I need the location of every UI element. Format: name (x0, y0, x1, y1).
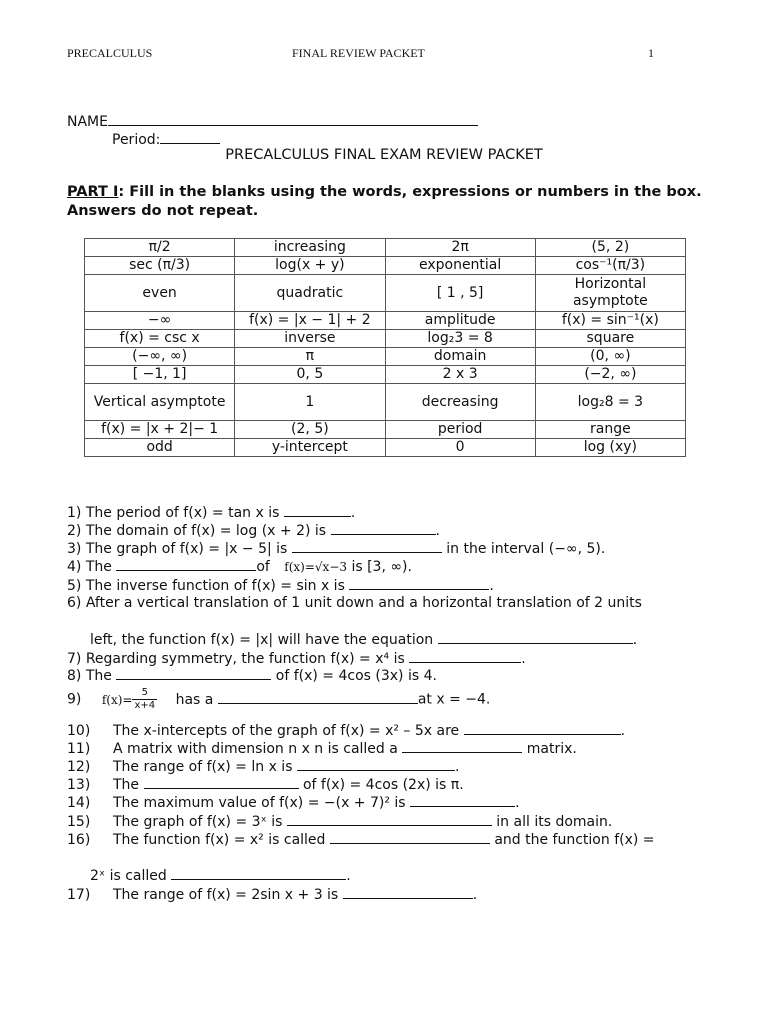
question-7 (67, 650, 526, 667)
word-box-cell: range (535, 421, 685, 439)
word-box-cell: decreasing (385, 384, 535, 421)
word-box-cell: domain (385, 348, 535, 366)
answer-blank[interactable] (171, 867, 346, 880)
question-text: The x-intercepts of the graph of f(x) = x² – 5x are (113, 723, 464, 739)
word-box-cell: log (xy) (535, 439, 685, 457)
period-blank[interactable] (160, 130, 220, 144)
question-text: The period of f(x) = tan x is (85, 505, 284, 521)
word-box-cell: π/2 (85, 239, 235, 257)
question-text: . (521, 651, 526, 667)
word-box-cell: (5, 2) (535, 239, 685, 257)
question-number: 12) (67, 759, 91, 775)
question-text: The (85, 559, 117, 575)
word-box-cell: exponential (385, 257, 535, 275)
question-text: The (85, 668, 117, 684)
answer-blank[interactable] (144, 776, 299, 789)
question-text: The (113, 777, 144, 793)
function-expression: f(x)=√x−3 (284, 560, 348, 574)
word-box-row (85, 312, 686, 330)
answer-blank[interactable] (218, 691, 418, 704)
word-box-cell: log₂3 = 8 (385, 330, 535, 348)
question-text: is [3, ∞). (347, 559, 412, 575)
part1-label: PART I (67, 184, 119, 200)
word-box-cell: Horizontal asymptote (535, 275, 685, 312)
question-number: 1) (67, 505, 82, 521)
header-packet-title: FINAL REVIEW PACKET (292, 46, 425, 60)
question-text: 2ˣ is called (90, 868, 172, 884)
word-box-cell: f(x) = sin⁻¹(x) (535, 312, 685, 330)
header-course: PRECALCULUS (67, 46, 153, 60)
answer-blank[interactable] (287, 813, 492, 826)
word-box-cell: (−2, ∞) (535, 366, 685, 384)
name-field[interactable] (67, 112, 478, 130)
word-box-row (85, 384, 686, 421)
question-number: 8) (67, 668, 82, 684)
question-13 (67, 776, 464, 793)
question-text: After a vertical translation of 1 unit down and a horizontal translation of 2 units (85, 595, 642, 611)
word-box-cell: cos⁻¹(π/3) (535, 257, 685, 275)
word-box-cell: (0, ∞) (535, 348, 685, 366)
question-text: . (632, 632, 638, 648)
period-field[interactable] (112, 130, 220, 148)
page-title: PRECALCULUS FINAL EXAM REVIEW PACKET (225, 147, 543, 163)
answer-blank[interactable] (284, 504, 351, 517)
question-number: 14) (67, 795, 91, 811)
word-box-cell: f(x) = csc x (85, 330, 235, 348)
question-number: 2) (67, 523, 82, 539)
answer-blank[interactable] (464, 722, 621, 735)
word-box-row (85, 275, 686, 312)
word-box-cell: 2 x 3 (385, 366, 535, 384)
word-box-table (84, 238, 686, 457)
question-5 (67, 577, 494, 594)
question-10 (67, 722, 625, 739)
question-text: of (256, 559, 270, 575)
question-text: The maximum value of f(x) = −(x + 7)² is (113, 795, 411, 811)
question-6-continued (90, 631, 637, 648)
answer-blank[interactable] (330, 831, 490, 844)
question-text: at x = −4. (417, 691, 491, 708)
question-number: 9) (67, 691, 82, 708)
question-number: 5) (67, 578, 82, 594)
question-number: 11) (67, 741, 91, 757)
question-text: . (346, 868, 351, 884)
word-box-cell: amplitude (385, 312, 535, 330)
question-16 (67, 831, 655, 848)
question-number: 10) (67, 723, 91, 739)
word-box-row (85, 421, 686, 439)
question-15 (67, 813, 612, 830)
question-text: The inverse function of f(x) = sin x is (85, 578, 350, 594)
question-text: . (454, 759, 460, 775)
word-box-cell: sec (π/3) (85, 257, 235, 275)
question-number: 7) (67, 651, 82, 667)
fraction (132, 687, 157, 712)
name-label: NAME (67, 114, 108, 130)
question-6 (67, 595, 642, 611)
question-8 (67, 667, 437, 684)
question-text: . (620, 723, 626, 739)
word-box-cell: 2π (385, 239, 535, 257)
header-page-number: 1 (648, 46, 654, 60)
question-text: . (435, 523, 440, 539)
question-text: . (515, 795, 520, 811)
word-box-cell: inverse (235, 330, 385, 348)
question-number: 4) (67, 559, 82, 575)
word-box-cell: (2, 5) (235, 421, 385, 439)
fraction-denominator: x+4 (134, 700, 156, 711)
question-number: 6) (67, 595, 82, 611)
question-number: 13) (67, 777, 91, 793)
word-box-row (85, 330, 686, 348)
answer-blank[interactable] (292, 540, 442, 553)
question-number: 16) (67, 832, 91, 848)
word-box-cell: period (385, 421, 535, 439)
word-box-cell: π (235, 348, 385, 366)
question-text: The domain of f(x) = log (x + 2) is (85, 523, 331, 539)
question-text: has a (175, 691, 218, 708)
fraction-numerator: 5 (132, 687, 157, 700)
period-label: Period: (112, 132, 161, 148)
word-box-cell: odd (85, 439, 235, 457)
question-12 (67, 758, 459, 775)
word-box-cell: square (535, 330, 685, 348)
question-text: The range of f(x) = ln x is (113, 759, 297, 775)
question-number: 3) (67, 541, 82, 557)
answer-blank[interactable] (343, 886, 473, 899)
word-box-cell: y-intercept (235, 439, 385, 457)
question-text: matrix. (522, 741, 577, 757)
question-text: Regarding symmetry, the function f(x) = x⁴ is (85, 651, 410, 667)
word-box-cell: −∞ (85, 312, 235, 330)
part1-instructions (67, 183, 707, 221)
answer-blank[interactable] (402, 740, 522, 753)
word-box-cell: f(x) = |x + 2|− 1 (85, 421, 235, 439)
word-box-cell: 1 (235, 384, 385, 421)
answer-blank[interactable] (349, 577, 489, 590)
question-4 (67, 558, 412, 575)
answer-blank[interactable] (116, 667, 271, 680)
question-text: The function f(x) = x² is called (113, 832, 330, 848)
question-text: in all its domain. (491, 814, 613, 830)
word-box-cell: f(x) = |x − 1| + 2 (235, 312, 385, 330)
question-text: The range of f(x) = 2sin x + 3 is (113, 887, 343, 903)
question-17 (67, 886, 477, 903)
question-text: of f(x) = 4cos (2x) is π. (298, 777, 464, 793)
answer-blank[interactable] (116, 558, 256, 571)
question-11 (67, 740, 577, 757)
answer-blank[interactable] (331, 522, 436, 535)
question-2 (67, 522, 440, 539)
question-text: . (350, 505, 356, 521)
question-text: and the function f(x) = (489, 832, 655, 848)
question-9 (67, 687, 490, 712)
question-text: in the interval (−∞, 5). (441, 541, 606, 557)
answer-blank[interactable] (409, 650, 521, 663)
word-box-cell: even (85, 275, 235, 312)
word-box-cell: log(x + y) (235, 257, 385, 275)
word-box-cell: 0 (385, 439, 535, 457)
answer-blank[interactable] (297, 758, 455, 771)
question-16-continued (90, 867, 351, 884)
question-text: . (489, 578, 494, 594)
word-box-cell: [ −1, 1] (85, 366, 235, 384)
word-box-row (85, 239, 686, 257)
word-box-cell: [ 1 , 5] (385, 275, 535, 312)
word-box-row (85, 348, 686, 366)
word-box-row (85, 366, 686, 384)
part1-text: : Fill in the blanks using the words, expressions or numbers in the box. Answers do not repeat. (67, 184, 702, 219)
word-box-cell: quadratic (235, 275, 385, 312)
question-1 (67, 504, 355, 521)
question-text: A matrix with dimension n x n is called a (113, 741, 403, 757)
question-3 (67, 540, 605, 557)
name-blank[interactable] (108, 112, 478, 126)
word-box-row (85, 257, 686, 275)
question-number: 15) (67, 814, 91, 830)
answer-blank[interactable] (410, 794, 515, 807)
question-number: 17) (67, 887, 91, 903)
question-text: of f(x) = 4cos (3x) is 4. (271, 668, 437, 684)
word-box-cell: 0, 5 (235, 366, 385, 384)
question-text: The graph of f(x) = 3ˣ is (113, 814, 287, 830)
word-box-cell: log₂8 = 3 (535, 384, 685, 421)
question-14 (67, 794, 520, 811)
question-text: left, the function f(x) = |x| will have the equation (90, 632, 438, 648)
function-expression: f(x)= (101, 692, 133, 707)
word-box-row (85, 439, 686, 457)
question-text: . (472, 887, 478, 903)
answer-blank[interactable] (438, 631, 633, 644)
word-box-cell: Vertical asymptote (85, 384, 235, 421)
word-box-cell: (−∞, ∞) (85, 348, 235, 366)
word-box-cell: increasing (235, 239, 385, 257)
question-text: The graph of f(x) = |x − 5| is (85, 541, 292, 557)
